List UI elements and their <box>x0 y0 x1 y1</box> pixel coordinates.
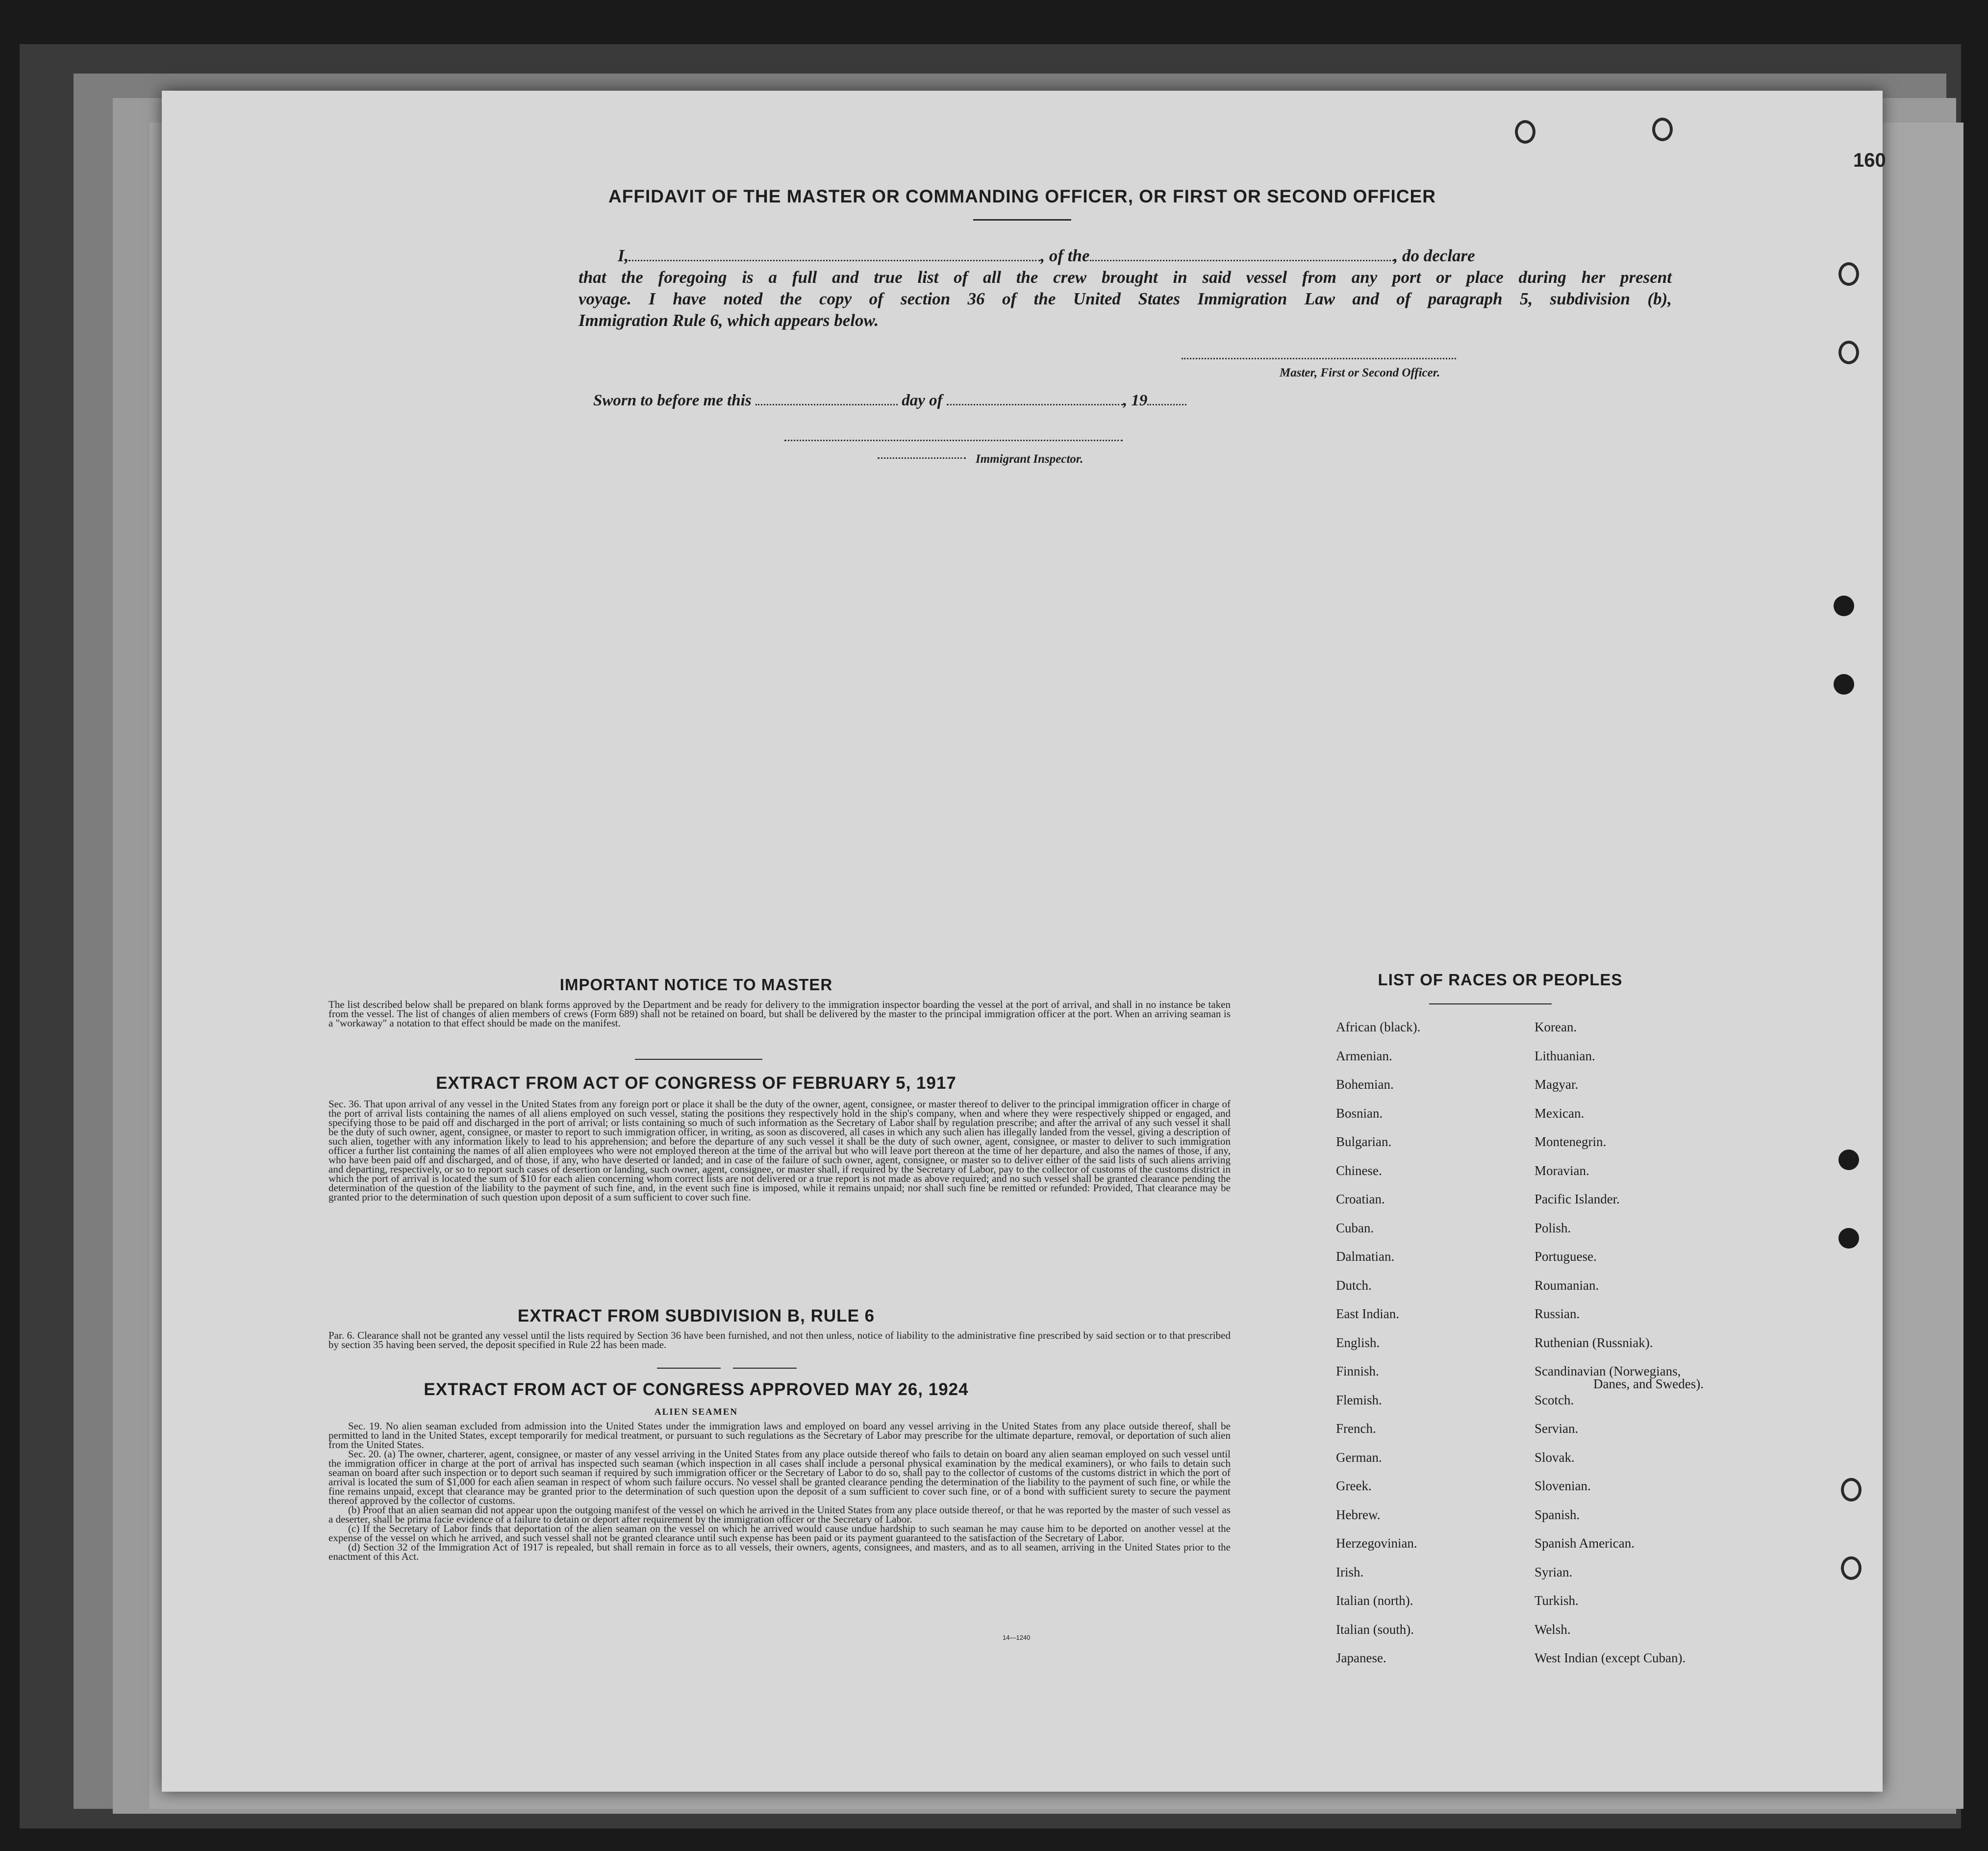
affidavit-declaration-line <box>579 245 1672 267</box>
race-item: Mexican. <box>1535 1105 1585 1121</box>
sec20b-text: (b) Proof that an alien seaman did not appear upon the outgoing manifest of the vessel on which he arrived in the United States from any place outside thereof, or that he was reported by the master of such vessel as a deserter, shall be prima facie evidence of a failure to detain or deport after requirement by the immigration officer or the Secretary of Labor. <box>328 1504 1231 1525</box>
race-item: Russian. <box>1535 1306 1580 1321</box>
sec20c-text: (c) If the Secretary of Labor finds that deportation of the alien seaman on the vessel on which he arrived would cause undue hardship to such seaman he may cause him to be deported on another vessel at the expense of the vessel on which he arrived, and such vessel shall not be granted clearance until such expense has been paid or its payment guaranteed to the satisfaction of the Secretary of Labor. <box>328 1523 1231 1544</box>
affidavit-heading: AFFIDAVIT OF THE MASTER OR COMMANDING OFFICER, OR FIRST OR SECOND OFFICER <box>608 186 1436 206</box>
race-item: Lithuanian. <box>1535 1048 1595 1063</box>
punch-hole-icon <box>1834 596 1854 616</box>
officer-name-field[interactable] <box>629 260 1040 261</box>
race-item: Montenegrin. <box>1535 1134 1607 1149</box>
race-item: Japanese. <box>1336 1651 1386 1665</box>
form-page <box>162 91 1886 1792</box>
race-item: West Indian (except Cuban). <box>1535 1651 1686 1665</box>
sworn-line <box>593 390 1186 411</box>
affidavit-of-the: , of the <box>1040 246 1090 265</box>
race-item: Armenian. <box>1336 1048 1392 1063</box>
race-item: Italian (north). <box>1336 1593 1413 1608</box>
sec20d-text: (d) Section 32 of the Immigration Act of 1917 is repealed, but shall remain in force as to all vessels, their owners, agents, consignees, and masters, and as to all seamen, arriving in the United States prior to the enactment of this Act. <box>328 1541 1231 1562</box>
sworn-day-of: day of <box>902 392 943 409</box>
punch-hole-icon <box>1838 341 1859 364</box>
punch-hole-icon <box>1652 118 1673 141</box>
master-signature-field[interactable] <box>1182 358 1456 359</box>
sworn-month-field[interactable] <box>947 404 1123 405</box>
sworn-prefix: Sworn to before me this <box>593 392 752 409</box>
extract-rule6-heading: EXTRACT FROM SUBDIVISION B, RULE 6 <box>517 1306 875 1326</box>
alien-seamen-subheading: ALIEN SEAMEN <box>654 1407 738 1417</box>
race-item: Bulgarian. <box>1336 1134 1392 1149</box>
race-item: Polish. <box>1535 1220 1571 1235</box>
inspector-signature-field[interactable] <box>784 440 1123 441</box>
race-item: Scotch. <box>1535 1392 1574 1407</box>
race-item: Cuban. <box>1336 1220 1374 1235</box>
race-item: Welsh. <box>1535 1622 1571 1637</box>
race-item: Bohemian. <box>1336 1077 1394 1092</box>
race-item: Scandinavian (Norwegians, <box>1535 1364 1681 1378</box>
race-item: Spanish American. <box>1535 1536 1635 1551</box>
punch-hole-icon <box>1838 262 1859 286</box>
race-item: Italian (south). <box>1336 1622 1414 1637</box>
sworn-year-field[interactable] <box>1147 404 1186 405</box>
divider <box>1429 1003 1552 1004</box>
race-item: Slovenian. <box>1535 1478 1591 1493</box>
race-item: African (black). <box>1336 1020 1421 1034</box>
race-item: Servian. <box>1535 1421 1579 1436</box>
punch-hole-icon <box>1834 674 1854 695</box>
race-item: Korean. <box>1535 1020 1577 1034</box>
extract-1924-heading: EXTRACT FROM ACT OF CONGRESS APPROVED MAY 26, 1924 <box>424 1380 969 1399</box>
race-item: Greek. <box>1336 1478 1372 1493</box>
race-item: Flemish. <box>1336 1392 1382 1407</box>
race-item: Roumanian. <box>1535 1277 1599 1293</box>
race-item: Hebrew. <box>1336 1507 1381 1522</box>
extract-1917-heading: EXTRACT FROM ACT OF CONGRESS OF FEBRUARY 5, 1917 <box>436 1074 956 1093</box>
divider <box>657 1368 721 1369</box>
divider <box>733 1368 797 1369</box>
affidavit-text-line: Immigration Rule 6, which appears below. <box>579 311 879 330</box>
race-item: Pacific Islander. <box>1535 1192 1620 1206</box>
vessel-name-field[interactable] <box>1090 260 1394 261</box>
punch-hole-icon <box>1838 1228 1859 1249</box>
race-item: English. <box>1336 1335 1380 1350</box>
divider <box>973 219 1071 221</box>
race-item: Finnish. <box>1336 1364 1379 1378</box>
affidavit-do-declare: , do declare <box>1393 246 1475 265</box>
races-list <box>1336 1020 1777 1667</box>
punch-hole-icon <box>1841 1556 1862 1580</box>
race-item: Ruthenian (Russniak). <box>1535 1335 1653 1350</box>
affidavit-text-line: voyage. I have noted the copy of section 36 of the United States Immigration Law and of paragraph 5, subdivision (b), <box>579 289 1672 308</box>
divider <box>635 1059 762 1060</box>
notice-text: The list described below shall be prepared on blank forms approved by the Department and be ready for delivery to the immigration inspector boarding the vessel at the port of arrival, and shall in no instance be taken from the vessel. The list of changes of alien members of crews (Form 689) shall not be retained on board, but shall be delivered by the master to the principal immigration officer at the port. When an arriving seaman is a "workaway" a notation to that effect should be made on the manifest. <box>328 999 1231 1029</box>
notice-heading: IMPORTANT NOTICE TO MASTER <box>559 976 833 994</box>
affidavit-i: I, <box>618 246 629 265</box>
extract-1917-text: Sec. 36. That upon arrival of any vessel in the United States from any foreign port or place it shall be the duty of the owner, agent, consignee, or master thereof to deliver to the principal immigration officer in charge of the port of arrival lists containing the names of all aliens employed on such vessel, stating the positions they respectively hold in the ship's company, when and where they were respectively shipped or engaged, and specifying those to be paid off and discharged in the port of arrival; or lists containing so much of such information as the Secretary of Labor shall by regulation prescribe; and after the arrival of any such vessel it shall be the duty of such owner, agent, consignee, or master to report to such immigration officer, in writing, as soon as discovered, all cases in which any such alien has illegally landed from the vessel, giving a description of such alien, together with any information likely to lead to his apprehension; and before the departure of any such vessel it shall be the duty of such owner, agent, consignee, or master to deliver to such immigration officer a further list containing the names of all alien employees who were not employed thereon at the time of the arrival but who will leave port thereon at the time of her departure, and also the names of those, if any, who have been paid off and discharged, and of those, if any, who have deserted or landed; and in case of the failure of such owner, agent, consignee, or master so to deliver either of the said lists of such aliens arriving and departing, respectively, or so to report such cases of desertion or landing, such owner, agent, consignee, or master shall, if required by the Secretary of Labor, pay to the collector of customs of the customs district in which the port of arrival is located the sum of $10 for each alien concerning whom correct lists are not delivered or a true report is not made as above required; and no such vessel shall be granted clearance pending the determination of the question of the liability to the payment of such fine, and, in the event such fine is imposed, while it remains unpaid; nor shall such fine be remitted or refunded: Provided, That clearance may be granted prior to the determination of such question upon deposit of a sum sufficient to cover such fine. <box>328 1098 1231 1203</box>
race-item: Turkish. <box>1535 1593 1579 1608</box>
race-item: Moravian. <box>1535 1163 1589 1178</box>
sec19-text: Sec. 19. No alien seaman excluded from admission into the United States under the immigration laws and employed on board any vessel arriving in the United States from any place outside thereof, shall be permitted to land in the United States, except temporarily for medical treatment, or pursuant to such regulations as the Secretary of Labor may prescribe for the ultimate departure, removal, or deportation of such alien from the United States. <box>328 1420 1231 1451</box>
race-item: Irish. <box>1336 1564 1364 1579</box>
punch-hole-icon <box>1841 1478 1862 1501</box>
race-item: Magyar. <box>1535 1077 1579 1092</box>
affidavit-text-line: that the foregoing is a full and true list of all the crew brought in said vessel from any port or place during her present <box>579 268 1672 287</box>
race-item: Spanish. <box>1535 1507 1580 1522</box>
race-item: Dalmatian. <box>1336 1249 1395 1264</box>
sworn-year: , 19 <box>1123 392 1148 409</box>
punch-hole-icon <box>1515 120 1535 144</box>
extract-1924-text <box>328 1422 1231 1561</box>
race-item: Chinese. <box>1336 1163 1382 1178</box>
race-item-continuation: Danes, and Swedes). <box>1593 1376 1704 1391</box>
race-item: East Indian. <box>1336 1306 1399 1321</box>
race-item: Portuguese. <box>1535 1249 1597 1264</box>
races-heading: LIST OF RACES OR PEOPLES <box>1378 971 1623 989</box>
punch-hole-icon <box>1838 1150 1859 1170</box>
race-item: Croatian. <box>1336 1192 1385 1206</box>
inspector-signature-field[interactable] <box>878 457 966 459</box>
extract-rule6-text: Par. 6. Clearance shall not be granted any vessel until the lists required by Section 36 have been furnished, and not then unless, notice of liability to the administrative fine prescribed by said section or to that prescribed by section 35 having been served, the deposit specified in Rule 22 has been made. <box>328 1329 1231 1351</box>
race-item: French. <box>1336 1421 1376 1436</box>
affidavit-body <box>579 245 1672 331</box>
race-item: Syrian. <box>1535 1564 1573 1579</box>
race-item: Dutch. <box>1336 1277 1372 1293</box>
sec20a-text: Sec. 20. (a) The owner, charterer, agent, consignee, or master of any vessel arriving in the United States from any place outside thereof who fails to detain on board any alien seaman employed on such vessel until the immigration officer in charge at the port of arrival has inspected such seaman (which inspection in all cases shall include a personal physical examination by the medical examiners), or who fails to detain such seaman on board after such inspection or to deport such seaman if required by such immigration officer or the Secretary of Labor to do so, shall pay to the collector of customs of the customs district in which the port of arrival is located the sum of $1,000 for each alien seaman in respect of whom such failure occurs. No vessel shall be granted clearance pending the determination of the liability to the payment of such fine, or while the fine remains unpaid, except that clearance may be granted prior to the determination of such question upon the deposit of a sum sufficient to cover such fine, or of a bond with sufficient surety to secure the payment thereof approved by the collector of customs. <box>328 1448 1231 1506</box>
form-number: 14—1240 <box>1003 1634 1031 1641</box>
race-item: Slovak. <box>1535 1450 1575 1465</box>
master-signature-label: Master, First or Second Officer. <box>1280 366 1440 379</box>
sworn-day-field[interactable] <box>755 404 898 405</box>
page-number: 160 <box>1853 150 1886 171</box>
race-item: Bosnian. <box>1336 1105 1383 1121</box>
race-item: German. <box>1336 1450 1382 1465</box>
inspector-label: Immigrant Inspector. <box>976 452 1083 466</box>
race-item: Herzegovinian. <box>1336 1536 1417 1551</box>
